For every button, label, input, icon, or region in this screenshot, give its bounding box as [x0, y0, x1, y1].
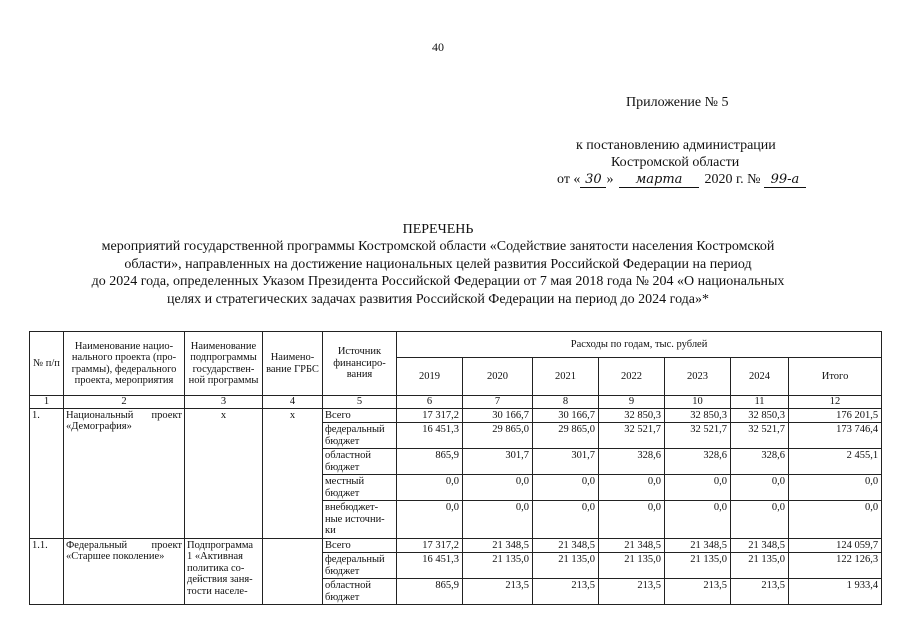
row-name-part: Национальный — [66, 409, 134, 421]
header-year: 2021 — [533, 358, 599, 396]
value-cell: 0,0 — [397, 501, 463, 539]
col-number: 7 — [463, 396, 533, 409]
row-name-part: проект — [151, 539, 182, 551]
source-cell: Всего — [323, 408, 397, 423]
ref-prefix: от « — [557, 172, 581, 187]
total-cell: 173 746,4 — [789, 423, 882, 449]
value-cell: 17 317,2 — [397, 408, 463, 423]
col-number: 6 — [397, 396, 463, 409]
value-cell: 328,6 — [731, 449, 789, 475]
total-cell: 122 126,3 — [789, 553, 882, 579]
source-cell: федеральный бюджет — [323, 553, 397, 579]
handwritten-month: марта — [619, 173, 699, 188]
ref-mid: » — [606, 172, 614, 187]
value-cell: 0,0 — [397, 475, 463, 501]
ref-year: 2020 г. № — [704, 172, 761, 187]
col-number: 8 — [533, 396, 599, 409]
page-number: 40 — [432, 40, 444, 54]
subtitle-line: мероприятий государственной программы Костромской области «Содействие занятости населения Костромской — [101, 239, 775, 254]
row-number: 1. — [30, 408, 64, 538]
header-grbs: Наимено-вание ГРБС — [263, 332, 323, 396]
table-row — [30, 408, 882, 423]
value-cell: 0,0 — [463, 475, 533, 501]
value-cell: 0,0 — [463, 501, 533, 539]
value-cell: 301,7 — [533, 449, 599, 475]
value-cell: 21 135,0 — [463, 553, 533, 579]
row-subprogram: х — [185, 408, 263, 538]
value-cell: 32 850,3 — [599, 408, 665, 423]
row-name — [64, 538, 185, 605]
value-cell: 21 348,5 — [599, 538, 665, 553]
appendix-label: Приложение № 5 — [626, 95, 729, 110]
measures-table — [29, 331, 882, 605]
total-cell: 176 201,5 — [789, 408, 882, 423]
handwritten-day: 30 — [580, 173, 606, 188]
value-cell: 865,9 — [397, 579, 463, 605]
header-year: 2024 — [731, 358, 789, 396]
subtitle-line: целях и стратегических задачах развития Российской Федерации на период до 2024 года»* — [166, 291, 709, 307]
value-cell: 29 865,0 — [463, 423, 533, 449]
row-grbs — [263, 538, 323, 605]
value-cell: 213,5 — [665, 579, 731, 605]
row-number: 1.1. — [30, 538, 64, 605]
value-cell: 0,0 — [533, 501, 599, 539]
source-cell: Всего — [323, 538, 397, 553]
value-cell: 32 521,7 — [731, 423, 789, 449]
col-number: 4 — [263, 396, 323, 409]
subtitle-line: области», направленных на достижение национальных целей развития Российской Федерации на период — [124, 256, 752, 272]
value-cell: 21 135,0 — [533, 553, 599, 579]
total-cell: 1 933,4 — [789, 579, 882, 605]
value-cell: 0,0 — [533, 475, 599, 501]
col-number: 1 — [30, 396, 64, 409]
value-cell: 301,7 — [463, 449, 533, 475]
row-name-part: «Демография» — [66, 421, 132, 432]
row-name-part: «Старшее поколение» — [66, 551, 165, 562]
value-cell: 213,5 — [599, 579, 665, 605]
value-cell: 32 521,7 — [599, 423, 665, 449]
col-number: 2 — [64, 396, 185, 409]
total-cell: 0,0 — [789, 501, 882, 539]
value-cell: 21 135,0 — [731, 553, 789, 579]
col-number: 12 — [789, 396, 882, 409]
document-title: ПЕРЕЧЕНЬ — [402, 222, 474, 237]
header-source: Источник финансиро-вания — [323, 332, 397, 396]
header-expenses: Расходы по годам, тыс. рублей — [397, 332, 882, 358]
value-cell: 213,5 — [533, 579, 599, 605]
value-cell: 21 348,5 — [731, 538, 789, 553]
source-cell: местный бюджет — [323, 475, 397, 501]
source-cell: областной бюджет — [323, 449, 397, 475]
row-grbs: х — [263, 408, 323, 538]
value-cell: 17 317,2 — [397, 538, 463, 553]
value-cell: 32 850,3 — [665, 408, 731, 423]
value-cell: 0,0 — [731, 501, 789, 539]
row-name-part: проект — [151, 409, 182, 421]
value-cell: 0,0 — [665, 501, 731, 539]
col-number: 3 — [185, 396, 263, 409]
source-cell: федеральный бюджет — [323, 423, 397, 449]
value-cell: 29 865,0 — [533, 423, 599, 449]
value-cell: 30 166,7 — [463, 408, 533, 423]
header-name: Наименование нацио-нального проекта (про-граммы), федерального проекта, мероприятия — [64, 332, 185, 396]
ref-line-3 — [557, 172, 806, 188]
table-row — [30, 538, 882, 553]
header-subprogram: Наименование подпрограммы государствен-ной программы — [185, 332, 263, 396]
value-cell: 16 451,3 — [397, 423, 463, 449]
value-cell: 328,6 — [599, 449, 665, 475]
value-cell: 21 348,5 — [533, 538, 599, 553]
value-cell: 21 348,5 — [463, 538, 533, 553]
subtitle-line: до 2024 года, определенных Указом Президента Российской Федерации от 7 мая 2018 года № 204 «О национальных — [91, 274, 785, 289]
document-subtitle — [30, 238, 846, 308]
ref-line-2: Костромской области — [611, 155, 740, 170]
value-cell: 865,9 — [397, 449, 463, 475]
source-cell: внебюджет-ные источни-ки — [323, 501, 397, 539]
row-name — [64, 408, 185, 538]
value-cell: 0,0 — [731, 475, 789, 501]
ref-line-1: к постановлению администрации — [576, 138, 776, 153]
header-year: 2019 — [397, 358, 463, 396]
header-year: 2022 — [599, 358, 665, 396]
header-total: Итого — [789, 358, 882, 396]
value-cell: 328,6 — [665, 449, 731, 475]
total-cell: 124 059,7 — [789, 538, 882, 553]
value-cell: 213,5 — [463, 579, 533, 605]
header-no: № п/п — [30, 332, 64, 396]
source-cell: областной бюджет — [323, 579, 397, 605]
value-cell: 0,0 — [599, 475, 665, 501]
header-year: 2023 — [665, 358, 731, 396]
col-number: 10 — [665, 396, 731, 409]
col-number: 9 — [599, 396, 665, 409]
value-cell: 32 850,3 — [731, 408, 789, 423]
value-cell: 213,5 — [731, 579, 789, 605]
value-cell: 30 166,7 — [533, 408, 599, 423]
total-cell: 2 455,1 — [789, 449, 882, 475]
handwritten-number: 99-а — [764, 173, 806, 188]
value-cell: 0,0 — [665, 475, 731, 501]
header-year: 2020 — [463, 358, 533, 396]
col-number: 5 — [323, 396, 397, 409]
value-cell: 21 135,0 — [665, 553, 731, 579]
row-name-part: Федеральный — [66, 539, 128, 551]
value-cell: 21 348,5 — [665, 538, 731, 553]
value-cell: 32 521,7 — [665, 423, 731, 449]
value-cell: 21 135,0 — [599, 553, 665, 579]
row-subprogram: Подпрограмма 1 «Активная политика со-действия заня-тости населе- — [185, 538, 263, 605]
total-cell: 0,0 — [789, 475, 882, 501]
col-number: 11 — [731, 396, 789, 409]
value-cell: 16 451,3 — [397, 553, 463, 579]
value-cell: 0,0 — [599, 501, 665, 539]
